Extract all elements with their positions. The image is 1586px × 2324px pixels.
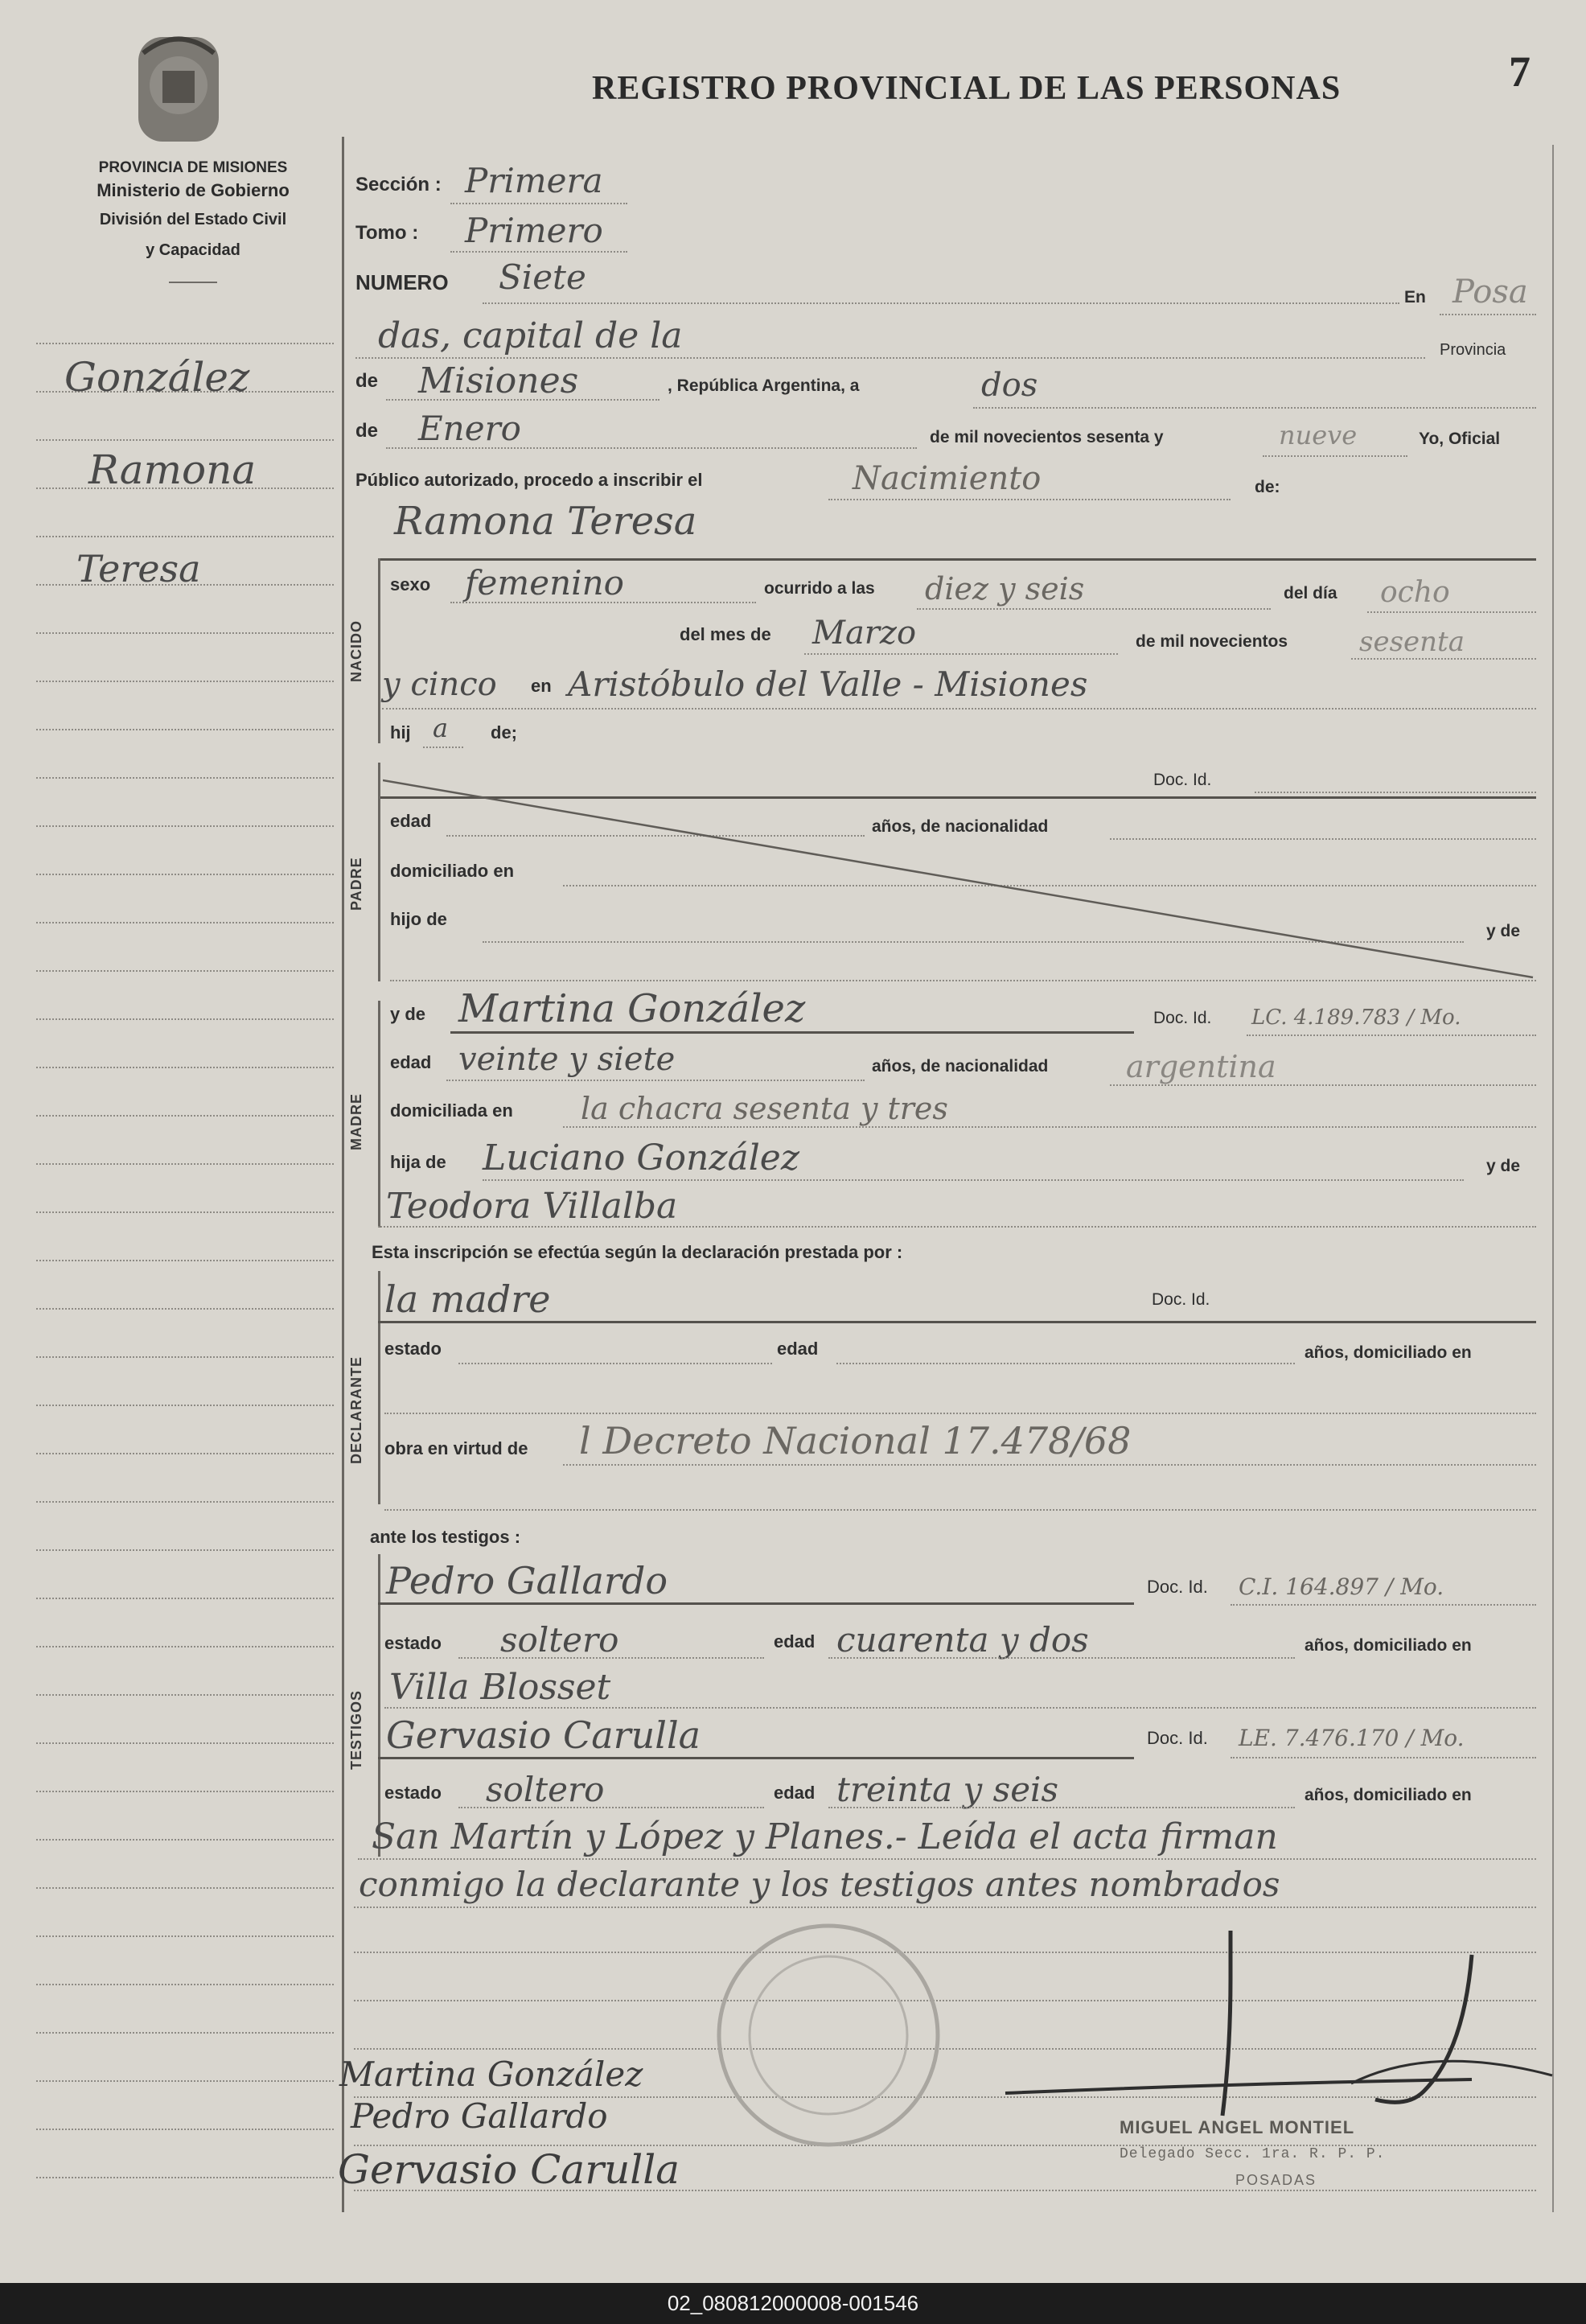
signature-pedro: Pedro Gallardo — [351, 2096, 608, 2136]
office-line-1: PROVINCIA DE MISIONES — [98, 159, 288, 176]
oficial-label: Yo, Oficial — [1419, 430, 1501, 448]
publico-label: Público autorizado, procedo a inscribir el — [355, 470, 703, 490]
declarante-estado-label: estado — [384, 1339, 442, 1359]
file-id-footer: 02_080812000008-001546 — [0, 2283, 1586, 2324]
closing-line: conmigo la declarante y los testigos antes nombrados — [359, 1865, 1280, 1904]
seccion-label: Sección : — [355, 174, 442, 195]
testigos-section-label: TESTIGOS — [348, 1689, 364, 1770]
seccion-value: Primera — [465, 161, 603, 200]
de-colon-label: de: — [1255, 478, 1280, 496]
anio-nac-value-1: sesenta — [1359, 626, 1465, 658]
padre-section-label: PADRE — [348, 857, 364, 911]
numero-label: NUMERO — [355, 270, 449, 294]
margin-middle-name: Teresa — [76, 547, 201, 590]
madre-edad-label: edad — [390, 1052, 432, 1072]
madre-domicilio-value: la chacra sesenta y tres — [581, 1091, 948, 1126]
testigo1-edad-value: cuarenta y dos — [836, 1620, 1089, 1660]
provincia-label: Provincia — [1440, 341, 1506, 359]
testigo2-nombre: Gervasio Carulla — [386, 1713, 701, 1757]
anio-value: nueve — [1279, 420, 1358, 450]
padre-domicilio-label: domiciliado en — [390, 861, 515, 881]
madre-doc-value: LC. 4.189.783 / Mo. — [1251, 1006, 1461, 1030]
testigo1-doc-label: Doc. Id. — [1147, 1577, 1208, 1597]
del-dia-label: del día — [1284, 584, 1337, 603]
declarante-edad-label: edad — [777, 1339, 819, 1359]
testigo2-doc-value: LE. 7.476.170 / Mo. — [1239, 1725, 1465, 1751]
page-title: REGISTRO PROVINCIAL DE LAS PERSONAS — [592, 70, 1342, 107]
testigo2-edad-value: treinta y seis — [836, 1770, 1059, 1809]
acto-value: Nacimiento — [853, 460, 1042, 497]
sexo-label: sexo — [390, 574, 431, 594]
official-round-stamp — [708, 1915, 949, 2156]
testigo2-estado-value: soltero — [486, 1770, 605, 1809]
signature-gervasio: Gervasio Carulla — [338, 2146, 680, 2193]
tomo-value: Primero — [465, 211, 603, 250]
margin-first-name: Ramona — [88, 446, 257, 493]
nacido-top-rule — [378, 558, 1536, 561]
nacido-bracket — [378, 558, 380, 743]
padre-y-de-label: y de — [1486, 922, 1521, 940]
office-divider — [169, 282, 217, 283]
testigo1-estado-value: soltero — [500, 1620, 619, 1660]
hij-de-label: de; — [491, 722, 517, 742]
testigo1-edad-label: edad — [774, 1631, 816, 1651]
anio-nac-label: de mil novecientos — [1136, 632, 1288, 651]
signature-martina: Martina González — [339, 2055, 643, 2094]
sexo-value: femenino — [465, 563, 624, 603]
testigo1-estado-label: estado — [384, 1633, 442, 1653]
anio-nac-value-2: y cinco — [382, 666, 497, 703]
testigos-bracket — [378, 1554, 380, 1857]
testigo2-domicilio: San Martín y López y Planes.- Leída el acta firman — [372, 1816, 1278, 1857]
padre-hijo-label: hijo de — [390, 909, 447, 929]
ciudad-part-1: Posa — [1452, 274, 1528, 311]
anio-label: de mil novecientos sesenta y — [930, 428, 1164, 446]
madre-y-de-label-2: y de — [1486, 1157, 1521, 1175]
lugar-value: Aristóbulo del Valle - Misiones — [568, 664, 1088, 704]
office-line-4: y Capacidad — [146, 241, 240, 259]
tomo-label: Tomo : — [355, 222, 419, 244]
padre-doc-label: Doc. Id. — [1153, 771, 1212, 789]
official-name: MIGUEL ANGEL MONTIEL — [1120, 2117, 1355, 2137]
madre-edad-value: veinte y siete — [458, 1041, 676, 1078]
madre-section-label: MADRE — [348, 1093, 364, 1150]
madre-doc-label: Doc. Id. — [1153, 1009, 1212, 1027]
dia-value: dos — [981, 367, 1038, 404]
office-line-2: Ministerio de Gobierno — [97, 180, 290, 200]
en-nac-label: en — [531, 676, 552, 696]
hij-label: hij — [390, 722, 411, 742]
padre-edad-label: edad — [390, 811, 432, 831]
margin-border — [342, 137, 344, 2212]
right-border — [1552, 145, 1554, 2212]
madre-nacionalidad-value: argentina — [1126, 1049, 1276, 1084]
declarante-doc-label: Doc. Id. — [1152, 1290, 1210, 1309]
de-label-1: de — [355, 370, 379, 392]
declarante-bracket — [378, 1271, 380, 1504]
declarante-obra-value: l Decreto Nacional 17.478/68 — [579, 1419, 1132, 1462]
madre-domicilio-label: domiciliada en — [390, 1100, 513, 1121]
nacido-section-label: NACIDO — [348, 620, 364, 682]
testigo1-domicilio: Villa Blosset — [389, 1667, 611, 1708]
madre-padre-nombre: Luciano González — [483, 1137, 800, 1178]
dia-nac-value: ocho — [1380, 576, 1450, 609]
madre-madre-nombre: Teodora Villalba — [386, 1186, 678, 1227]
testigos-intro: ante los testigos : — [370, 1527, 521, 1547]
madre-nacionalidad-label: años, de nacionalidad — [872, 1057, 1049, 1076]
declarante-intro: Esta inscripción se efectúa según la declaración prestada por : — [372, 1242, 903, 1262]
declarante-quien: la madre — [384, 1277, 551, 1321]
nacido-nombre: Ramona Teresa — [394, 499, 697, 544]
declarante-domicilio-label: años, domiciliado en — [1305, 1343, 1472, 1362]
testigo2-doc-label: Doc. Id. — [1147, 1728, 1208, 1748]
official-title: Delegado Secc. 1ra. R. P. P. — [1120, 2146, 1386, 2162]
madre-hija-label: hija de — [390, 1152, 446, 1172]
mes-nac-label: del mes de — [680, 624, 771, 644]
padre-cancel-line — [383, 772, 1541, 989]
padre-nacionalidad-label: años, de nacionalidad — [872, 817, 1049, 836]
ocurrido-label: ocurrido a las — [764, 579, 875, 598]
testigo2-dom-label: años, domiciliado en — [1305, 1786, 1472, 1804]
declarante-obra-label: obra en virtud de — [384, 1438, 528, 1458]
mes-value: Enero — [418, 409, 521, 448]
provincia-value: Misiones — [418, 360, 579, 401]
mes-nac-value: Marzo — [812, 615, 917, 652]
page-number: 7 — [1509, 47, 1531, 96]
hora-value: diez y seis — [925, 571, 1085, 607]
testigo2-estado-label: estado — [384, 1783, 442, 1803]
numero-value: Siete — [499, 257, 586, 297]
testigo1-dom-label: años, domiciliado en — [1305, 1636, 1472, 1655]
madre-y-de-label: y de — [390, 1004, 426, 1024]
margin-surname: González — [64, 354, 250, 401]
testigo1-nombre: Pedro Gallardo — [386, 1559, 668, 1602]
en-label: En — [1404, 288, 1426, 306]
coat-of-arms-seal — [127, 29, 230, 150]
declarante-section-label: DECLARANTE — [348, 1356, 364, 1464]
madre-nombre: Martina González — [458, 986, 806, 1031]
office-line-3: División del Estado Civil — [99, 211, 287, 228]
de-label-2: de — [355, 420, 379, 442]
hij-suffix: a — [433, 713, 449, 743]
madre-bracket — [378, 1001, 380, 1228]
republica-label: , República Argentina, a — [668, 376, 860, 395]
testigo1-doc-value: C.I. 164.897 / Mo. — [1239, 1573, 1444, 1600]
testigo2-edad-label: edad — [774, 1783, 816, 1803]
padre-bracket — [378, 763, 380, 981]
official-city: POSADAS — [1235, 2172, 1317, 2188]
ciudad-part-2: das, capital de la — [378, 315, 683, 356]
